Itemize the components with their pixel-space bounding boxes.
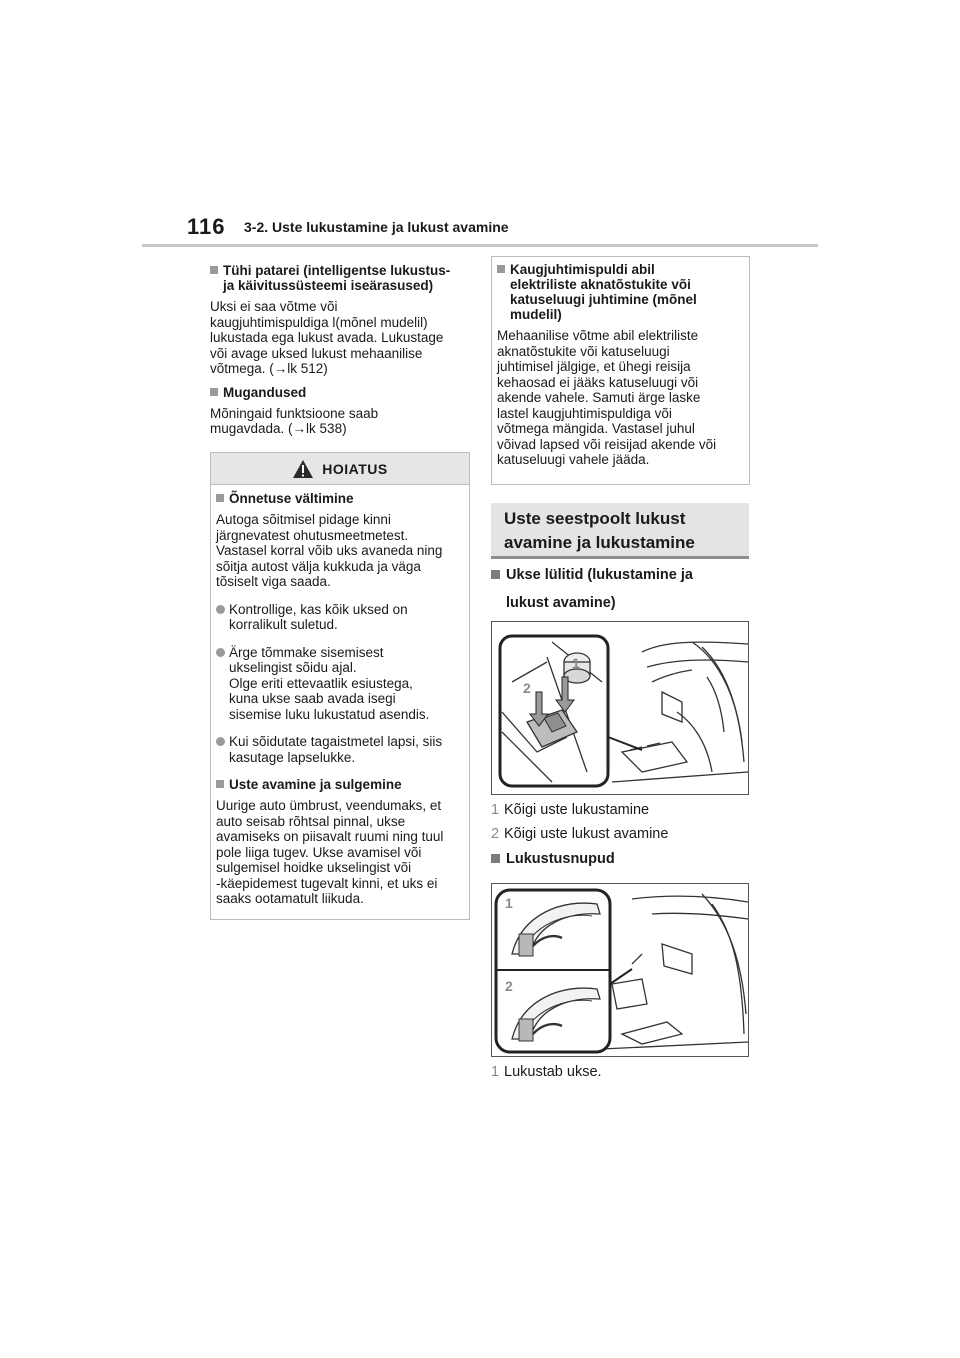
square-bullet-icon [497, 265, 505, 273]
page-number: 116 [187, 214, 226, 239]
round-bullet-icon [216, 737, 225, 746]
warning-bullet-doors-closed: Kontrollige, kas kõik uksed on korralikult suletud. [216, 602, 465, 633]
warning-triangle-icon [292, 459, 314, 479]
round-bullet-icon [216, 605, 225, 614]
remote-heading: Kaugjuhtimispuldi abil elektriliste aknatõstukite või katuseluugi juhtimine (mõnel mudelil) [497, 262, 744, 322]
door-switch-item-2: 2 Kõigi uste lukust avamine [491, 826, 669, 842]
square-bullet-icon [210, 266, 218, 274]
figure-label-2: 2 [505, 978, 513, 994]
accident-text: Autoga sõitmisel pidage kinni järgnevatest ohutusmeetmetest. Vastasel korral võib uks avaneda ning sõitja autost välja kukkuda ja väga tõsiselt viga saada. [216, 512, 443, 589]
battery-heading: Tühi patarei (intelligentse lukustus- ja käivitussüsteemi iseärasused) [210, 263, 470, 293]
accident-heading: Õnnetuse vältimine [216, 491, 465, 506]
square-bullet-icon [491, 854, 500, 863]
round-bullet-icon [216, 648, 225, 657]
doors-text: Uurige auto ümbrust, veendumaks, et auto seisab rõhtsal pinnal, ukse avamiseks on piisavalt ruumi ning tuul pole liiga tugev. Ukse avamisel või sulgemisel hoidke ukselingist või -käepidemest tugevalt kinni, et uks ei saaks ootamatult liikuda. [216, 798, 444, 906]
left-column [210, 263, 470, 437]
figure-label-1: 1 [572, 655, 580, 671]
battery-text: Uksi ei saa võtme või kaugjuhtimispuldiga l(mõnel mudelil) lukustada ega lukust avada. Lukustage või avage uksed lukust mehaanilise võtmega. (→lk 512) [210, 299, 444, 376]
door-switch-drawing [492, 622, 748, 794]
lock-buttons-heading: Lukustusnupud [491, 847, 615, 871]
warning-box [210, 452, 470, 920]
lock-button-illustration [491, 883, 749, 1057]
lock-button-drawing [492, 884, 748, 1056]
doors-heading: Uste avamine ja sulgemine [216, 777, 465, 792]
warning-bullet-inner-handle: Ärge tõmmake sisemisest ukselingist sõidu ajal. Olge eriti ettevaatlik esiustega, kuna ukse saab avada isegi sisemise luku lukustatud asendis. [216, 645, 465, 723]
door-switch-heading: Ukse lülitid (lukustamine ja lukust avamine) [491, 563, 693, 615]
section-title-line-1: Uste seestpoolt lukust [504, 509, 686, 528]
door-switch-illustration [491, 621, 749, 795]
info-box [491, 256, 750, 485]
features-text: Mõningaid funktsioone saab mugavdada. (→lk 538) [210, 405, 379, 436]
square-bullet-icon [210, 388, 218, 396]
square-bullet-icon [491, 570, 500, 579]
door-switch-item-1: 1 Kõigi uste lukustamine [491, 802, 650, 818]
warning-title-bar [211, 453, 469, 485]
warning-bullet-child-locks: Kui sõidutate tagaistmetel lapsi, siis kasutage lapselukke. [216, 734, 465, 765]
square-bullet-icon [216, 780, 224, 788]
figure-label-1: 1 [505, 895, 513, 911]
lock-button-item-1: 1 Lukustab ukse. [491, 1064, 602, 1080]
warning-title: HOIATUS [322, 460, 388, 477]
section-header-title: 3-2. Uste lukustamine ja lukust avamine [244, 219, 509, 235]
remote-text: Mehaanilise võtme abil elektriliste aknatõstukite või katuseluugi juhtimisel jälgige, et ühegi reisija kehaosad ei jääks katuseluugi või akende vahele. Samuti ärge laske lastel kaugjuhtimispuldiga või võtmega mängida. Vastasel juhul võivad lapsed või reisijad akende või katuseluugi vahele jääda. [497, 328, 717, 467]
section-title-line-2: avamine ja lukustamine [504, 533, 695, 552]
header-rule [142, 244, 818, 247]
square-bullet-icon [216, 494, 224, 502]
section-title-box [491, 503, 749, 559]
features-heading: Mugandused [210, 385, 470, 400]
figure-label-2: 2 [523, 680, 531, 696]
